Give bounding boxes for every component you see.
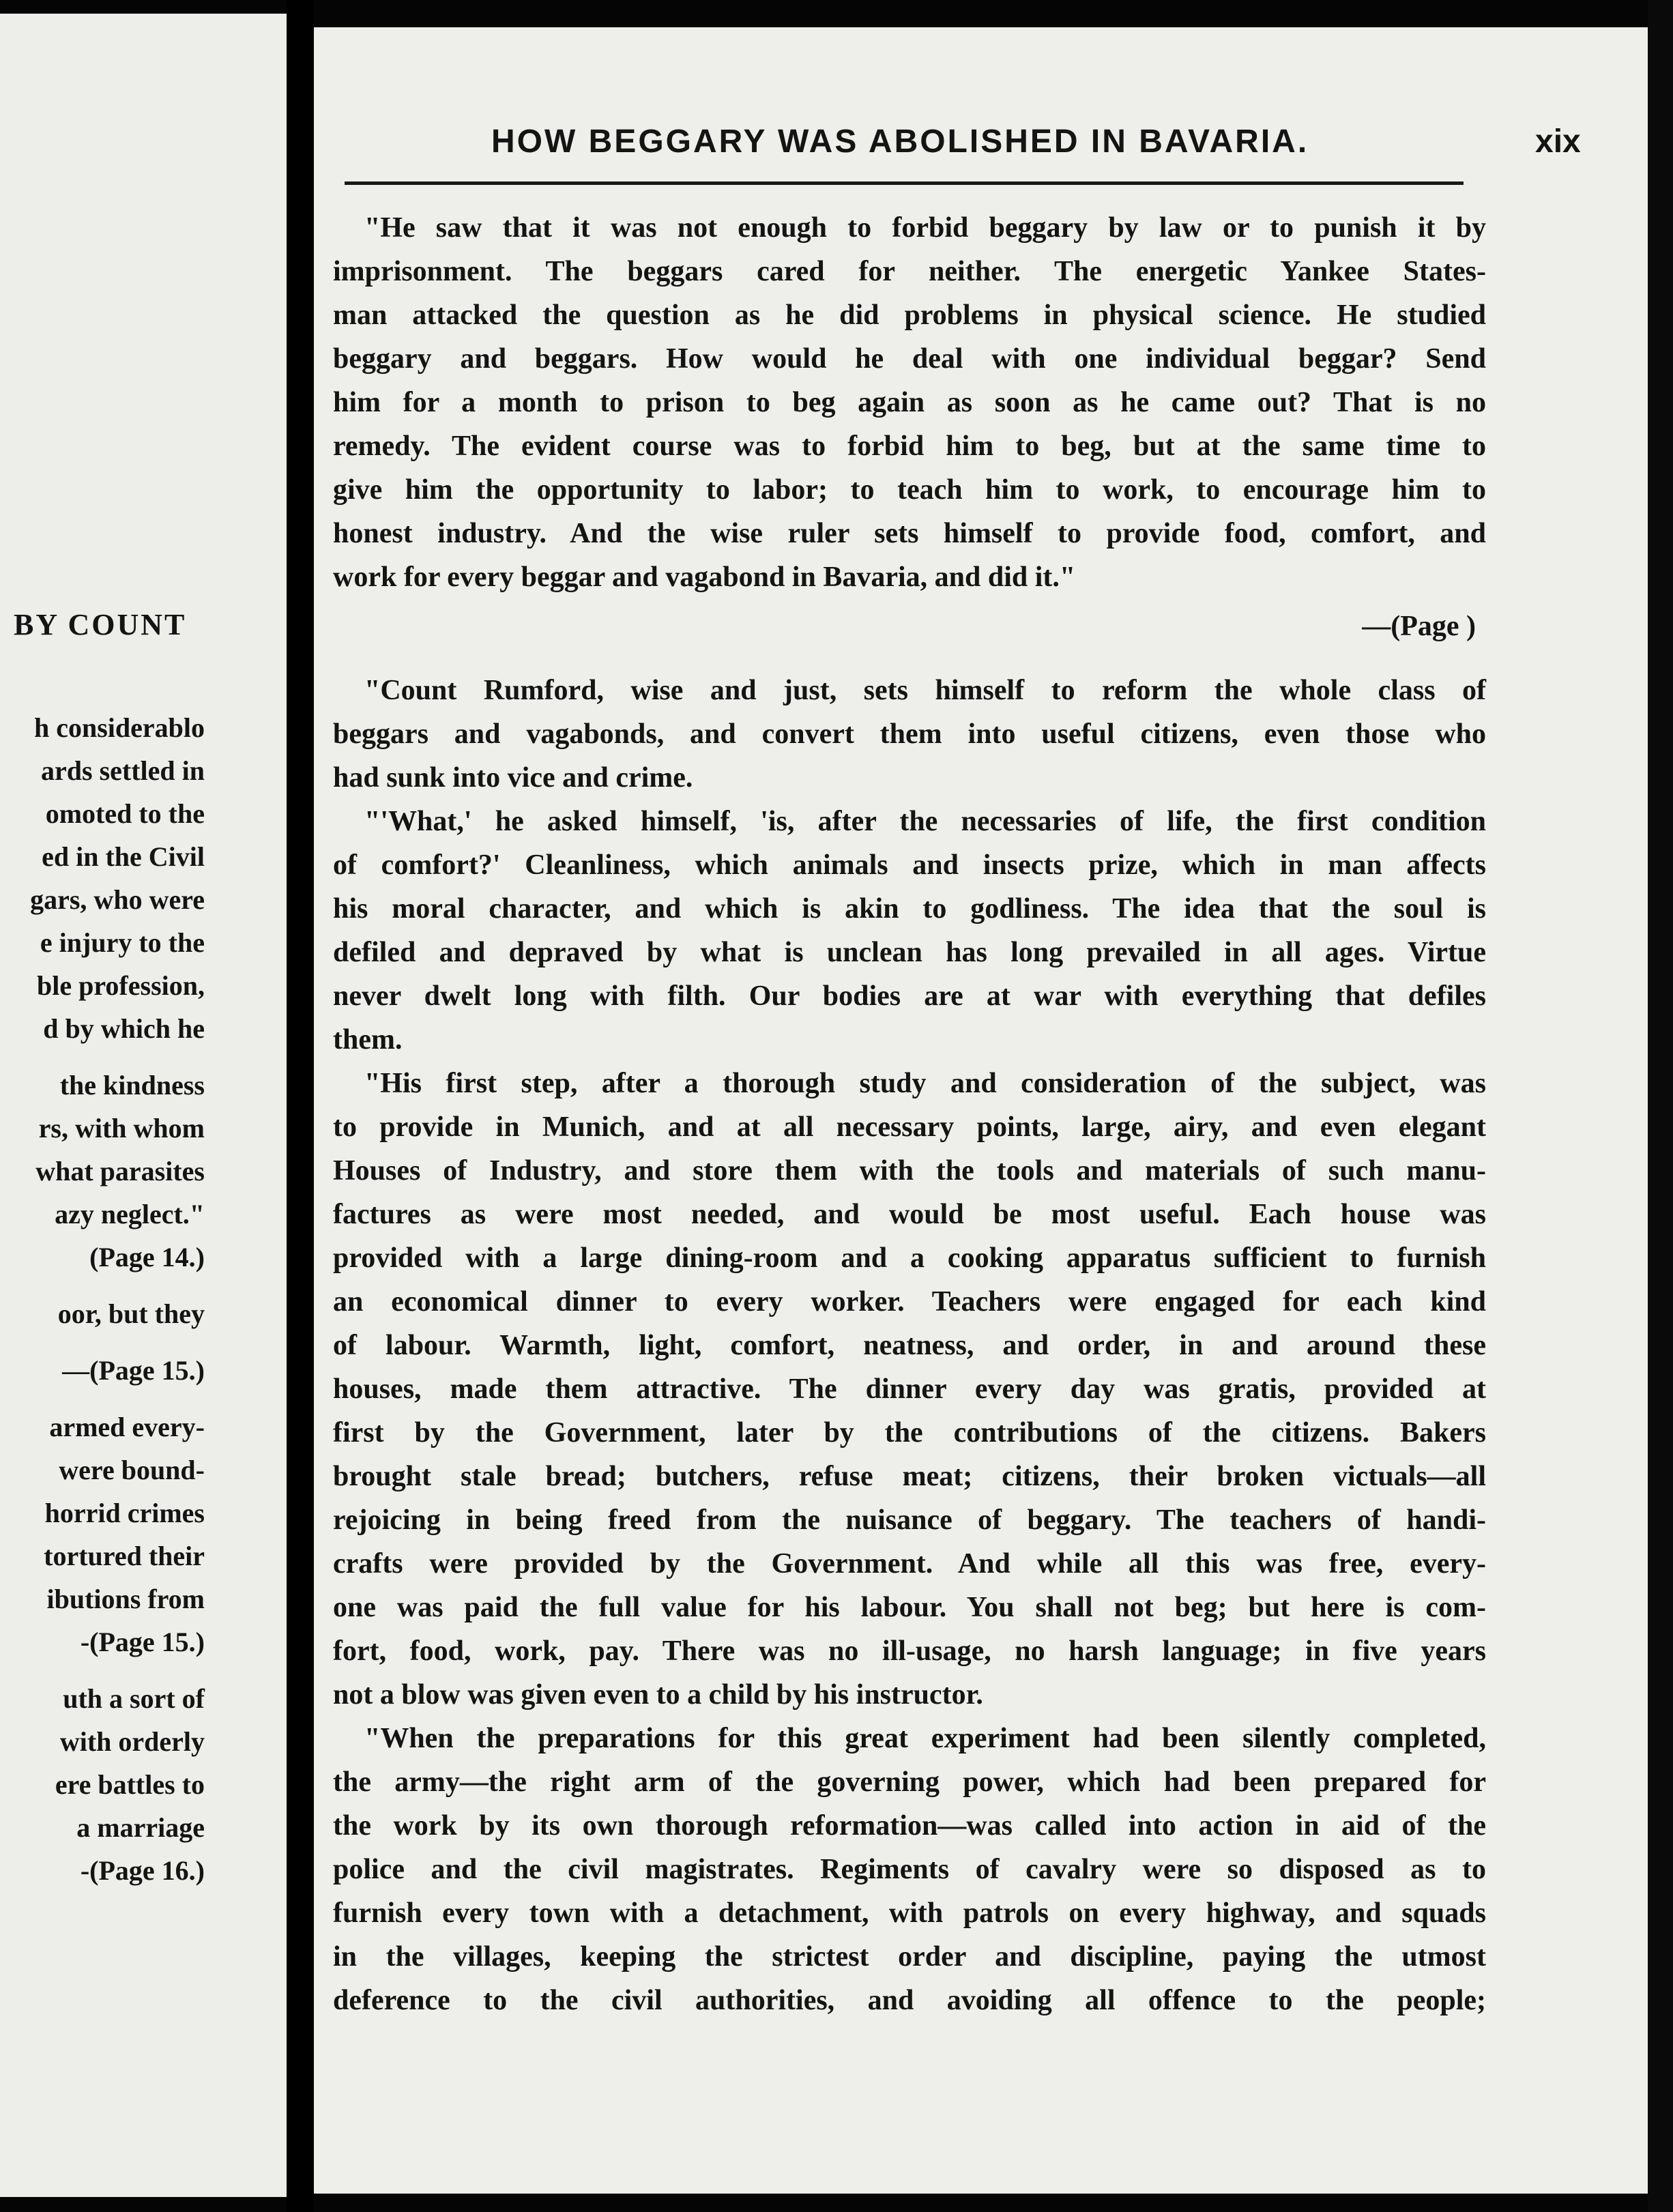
left-page-line: a marriage (76, 1812, 205, 1843)
left-page-line: uth a sort of (63, 1683, 205, 1714)
right-page (314, 27, 1648, 2194)
text-line: police and the civil magistrates. Regiments of cavalry were so disposed as to (333, 1854, 1486, 1885)
left-page-line: h considerablo (33, 712, 205, 743)
text-line: honest industry. And the wise ruler sets himself to provide food, comfort, and (333, 518, 1486, 549)
left-page-line: the kindness (59, 1070, 205, 1101)
text-line: not a blow was given even to a child by his instructor. (333, 1679, 983, 1711)
body-text (333, 206, 1486, 2022)
text-line: factures as were most needed, and would be most useful. Each house was (333, 1199, 1486, 1230)
left-page-line: gars, who were (30, 884, 205, 915)
text-line: imprisonment. The beggars cared for neither. The energetic Yankee States- (333, 256, 1486, 287)
text-line: deference to the civil authorities, and avoiding all offence to the people; (333, 1985, 1486, 2016)
left-page-line: with orderly (59, 1726, 205, 1757)
text-line: the army—the right arm of the governing power, which had been prepared for (333, 1766, 1486, 1798)
text-line: never dwelt long with filth. Our bodies are at war with everything that defiles (333, 980, 1486, 1012)
text-line: them. (333, 1024, 403, 1056)
page-number: xix (1535, 123, 1581, 160)
text-line: beggary and beggars. How would he deal with one individual beggar? Send (333, 343, 1486, 375)
running-title: HOW BEGGARY WAS ABOLISHED IN BAVARIA. (491, 123, 1309, 160)
left-page-line: ed in the Civil (42, 841, 205, 872)
paragraph (333, 1062, 1486, 1717)
left-page-line: -(Page 16.) (80, 1855, 205, 1886)
paragraph (333, 206, 1486, 648)
left-page-line: (Page 14.) (89, 1242, 205, 1272)
text-line: first by the Government, later by the contributions of the citizens. Bakers (333, 1417, 1486, 1449)
text-line: houses, made them attractive. The dinner every day was gratis, provided at (333, 1373, 1486, 1405)
text-line: defiled and depraved by what is unclean has long prevailed in all ages. Virtue (333, 937, 1486, 968)
text-line: him for a month to prison to beg again as soon as he came out? That is no (333, 387, 1486, 418)
text-line: crafts were provided by the Government. And while all this was free, every- (333, 1548, 1486, 1580)
left-page-line: ere battles to (55, 1769, 205, 1800)
left-page-line: d by which he (43, 1013, 205, 1044)
left-page-line: oor, but they (57, 1298, 205, 1329)
left-page-line: azy neglect." (55, 1199, 205, 1229)
left-page-line: ibutions from (46, 1584, 205, 1614)
text-line: furnish every town with a detachment, with patrols on every highway, and squads (333, 1897, 1486, 1929)
text-line: provided with a large dining-room and a cooking apparatus sufficient to furnish (333, 1242, 1486, 1274)
text-line: work for every beggar and vagabond in Bavaria, and did it." (333, 562, 1076, 593)
text-line: remedy. The evident course was to forbid him to beg, but at the same time to (333, 431, 1486, 462)
paragraph (333, 669, 1486, 800)
left-page-line: ards settled in (41, 755, 205, 786)
left-page-lines (0, 706, 273, 1892)
text-line: his moral character, and which is akin to godliness. The idea that the soul is (333, 893, 1486, 925)
left-page-line: what parasites (35, 1156, 205, 1187)
text-line: beggars and vagabonds, and convert them into useful citizens, even those who (333, 718, 1486, 750)
left-page-line: omoted to the (45, 798, 205, 829)
text-line: brought stale bread; butchers, refuse meat; citizens, their broken victuals—all (333, 1461, 1486, 1492)
text-line: of comfort?' Cleanliness, which animals and insects prize, which in man affects (333, 849, 1486, 881)
text-line: to provide in Munich, and at all necessary points, large, airy, and even elegant (333, 1111, 1486, 1143)
left-page-line: -(Page 15.) (80, 1627, 205, 1657)
page-edge (1648, 0, 1673, 2212)
left-page-line: armed every- (49, 1412, 205, 1442)
paragraph (333, 1717, 1486, 2022)
text-line: "His first step, after a thorough study and consideration of the subject, was (364, 1068, 1486, 1099)
text-line: of labour. Warmth, light, comfort, neatness, and order, in and around these (333, 1330, 1486, 1361)
text-line: rejoicing in being freed from the nuisance of beggary. The teachers of handi- (333, 1504, 1486, 1536)
text-line: man attacked the question as he did problems in physical science. He studied (333, 300, 1486, 331)
text-line: "Count Rumford, wise and just, sets himself to reform the whole class of (364, 675, 1486, 706)
paragraph (333, 800, 1486, 1062)
book-gutter (287, 0, 314, 2212)
left-page-line: —(Page 15.) (62, 1355, 205, 1386)
text-line: Houses of Industry, and store them with the tools and materials of such manu- (333, 1155, 1486, 1187)
left-page-line: tortured their (44, 1541, 205, 1571)
text-line: "He saw that it was not enough to forbid beggary by law or to punish it by (364, 212, 1486, 244)
text-line: had sunk into vice and crime. (333, 762, 693, 794)
left-page-heading: BY COUNT (14, 608, 187, 641)
text-line: the work by its own thorough reformation—was called into action in aid of the (333, 1810, 1486, 1842)
left-page-line: were bound- (59, 1455, 205, 1485)
left-page-line: rs, with whom (38, 1113, 205, 1144)
text-line: "'What,' he asked himself, 'is, after the necessaries of life, the first condition (364, 806, 1486, 837)
left-page-fragment (0, 14, 287, 2197)
running-header (491, 123, 1648, 184)
left-page-line: e injury to the (40, 927, 205, 958)
text-line: fort, food, work, pay. There was no ill-usage, no harsh language; in five years (333, 1635, 1486, 1667)
text-line: an economical dinner to every worker. Teachers were engaged for each kind (333, 1286, 1486, 1318)
text-line: "When the preparations for this great experiment had been silently completed, (364, 1723, 1486, 1754)
text-line: one was paid the full value for his labour. You shall not beg; but here is com- (333, 1592, 1486, 1623)
text-line: in the villages, keeping the strictest order and discipline, paying the utmost (333, 1941, 1486, 1973)
left-page-line: horrid crimes (44, 1498, 205, 1528)
page-citation: —(Page ) (1362, 611, 1476, 642)
header-rule (345, 181, 1464, 185)
left-page-line: ble profession, (37, 970, 205, 1001)
text-line: give him the opportunity to labor; to teach him to work, to encourage him to (333, 474, 1486, 506)
